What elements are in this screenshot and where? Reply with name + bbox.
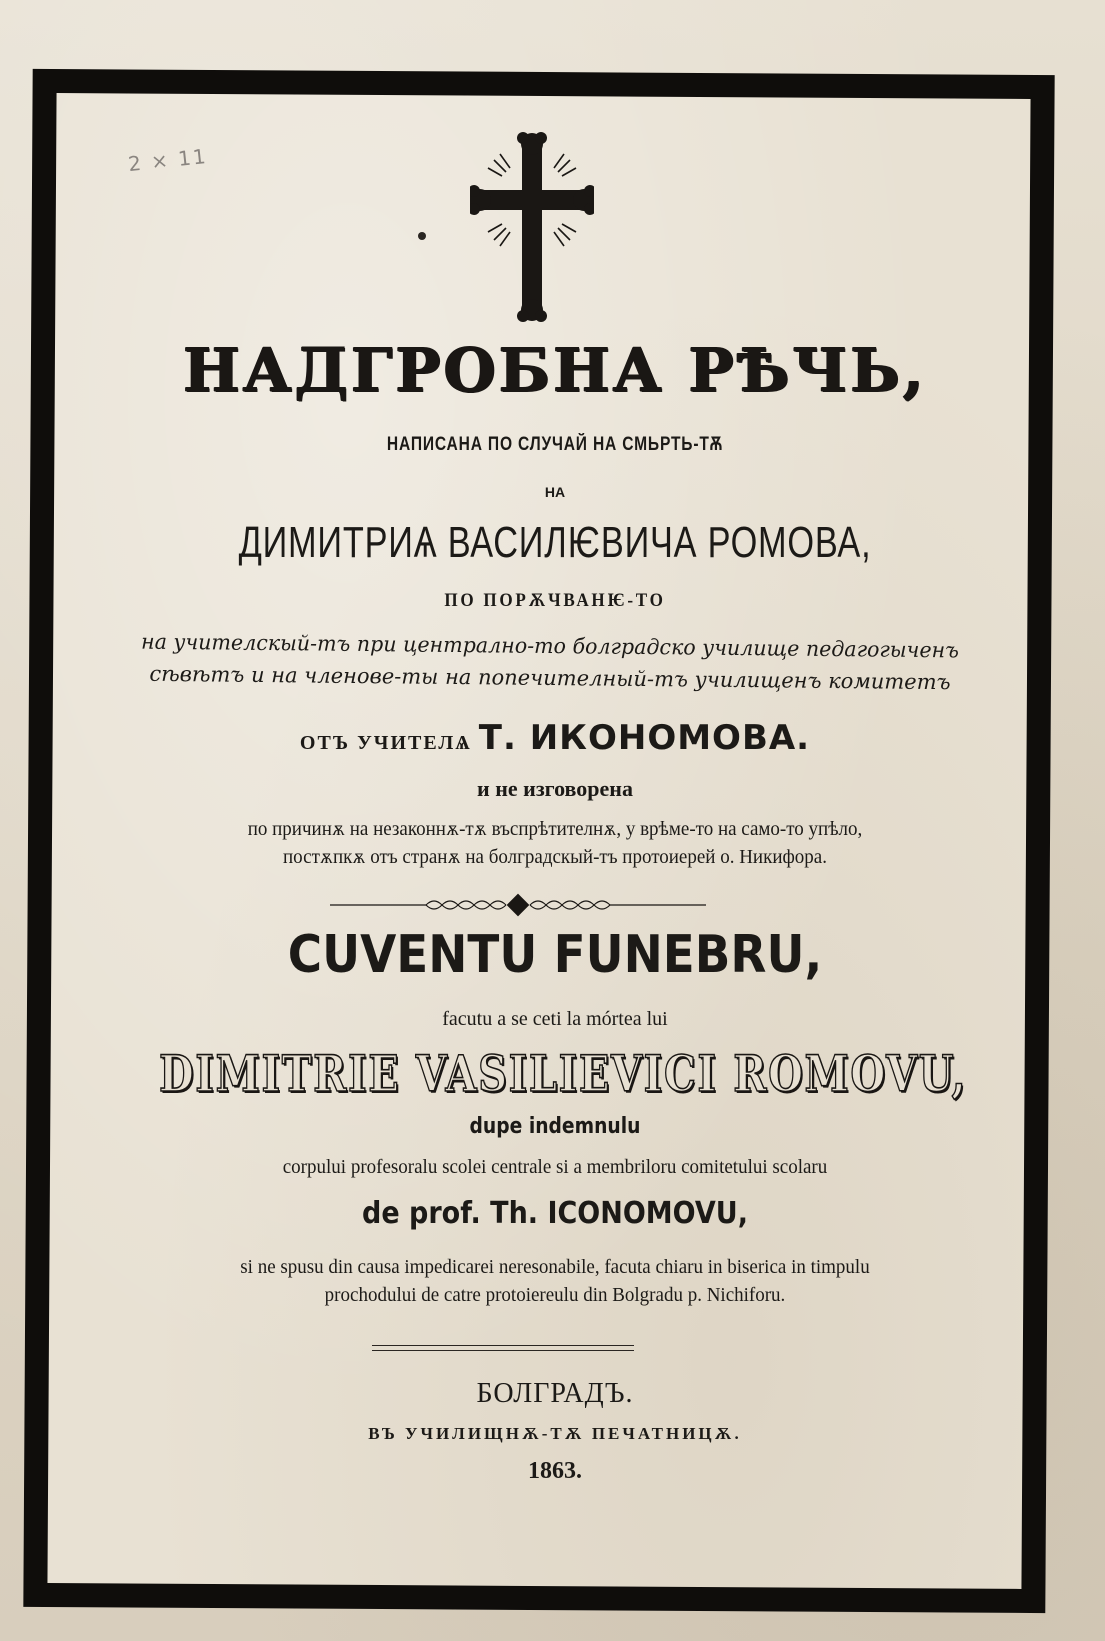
preposition-na: НА	[544, 484, 566, 500]
pencil-annotation: 2 × 11	[126, 143, 209, 177]
author-prefix: ОТЪ УЧИТЕЛѦ	[299, 732, 472, 754]
author-name-russian: Т. ИКОНОМОВА.	[478, 718, 811, 758]
commission-detail-romanian: corpului profesoralu scolei centrale si a membriloru comitetului scolaru	[282, 1156, 828, 1178]
ink-spot	[418, 232, 426, 240]
author-name-romanian: de prof. Th. ICONOMOVU,	[361, 1196, 748, 1231]
subtitle-romanian: facutu a se ceti la mórtea lui	[442, 1008, 668, 1030]
commission-line-russian: ПО ПОРѪЧВАНѤ-ТО	[444, 590, 666, 611]
ornament-divider-icon	[330, 893, 706, 922]
reason-line-2: постѫпкѫ отъ странѫ на болградскый-тъ протоиерей о. Никифора.	[282, 846, 827, 868]
subtitle-russian: НАПИСАНА ПО СЛУЧАЙ НА СМЬРТЬ-ТѪ	[386, 434, 724, 455]
imprint-press: ВЪ УЧИЛИЩНѪ-ТѪ ПЕЧАТНИЦѪ.	[368, 1424, 742, 1443]
not-delivered-line: и не изговорена	[477, 776, 633, 801]
commission-line-romanian: dupe indemnulu	[469, 1114, 641, 1139]
deceased-name-russian: ДИМИТРИѦ ВАСИЛѤВИЧА РОМОВА,	[238, 518, 872, 567]
title-romanian: CUVENTU FUNEBRU,	[287, 925, 823, 985]
title-russian: НАДГРОБНА РѢЧЬ,	[183, 336, 927, 406]
reason-romanian-line-2: prochodului de catre protoiereulu din Bolgradu p. Nichiforu.	[324, 1284, 786, 1306]
deceased-name-romanian: DIMITRIE VASILIEVICI ROMOVU,	[159, 1044, 968, 1103]
cross-icon	[470, 132, 594, 327]
commission-detail-line-1: на учителскый-тъ при централно-то болградско училище педагогыченъ	[141, 629, 959, 663]
author-line-russian	[60, 718, 1050, 758]
imprint-place: БОЛГРАДЪ.	[476, 1378, 634, 1409]
reason-romanian-line-1: si ne spusu din causa impedicarei neresonabile, facuta chiaru in biserica in timpulu	[240, 1256, 870, 1278]
double-rule-divider	[372, 1345, 634, 1351]
imprint-year: 1863.	[528, 1458, 582, 1484]
commission-detail-line-2: сѣвѣтъ и на членове-ты на попечителный-тъ училищенъ комитетъ	[149, 661, 951, 695]
reason-line-1: по причинѫ на незаконнѫ-тѫ въспрѣтителнѫ, у врѣме-то на само-то упѣло,	[247, 818, 863, 840]
